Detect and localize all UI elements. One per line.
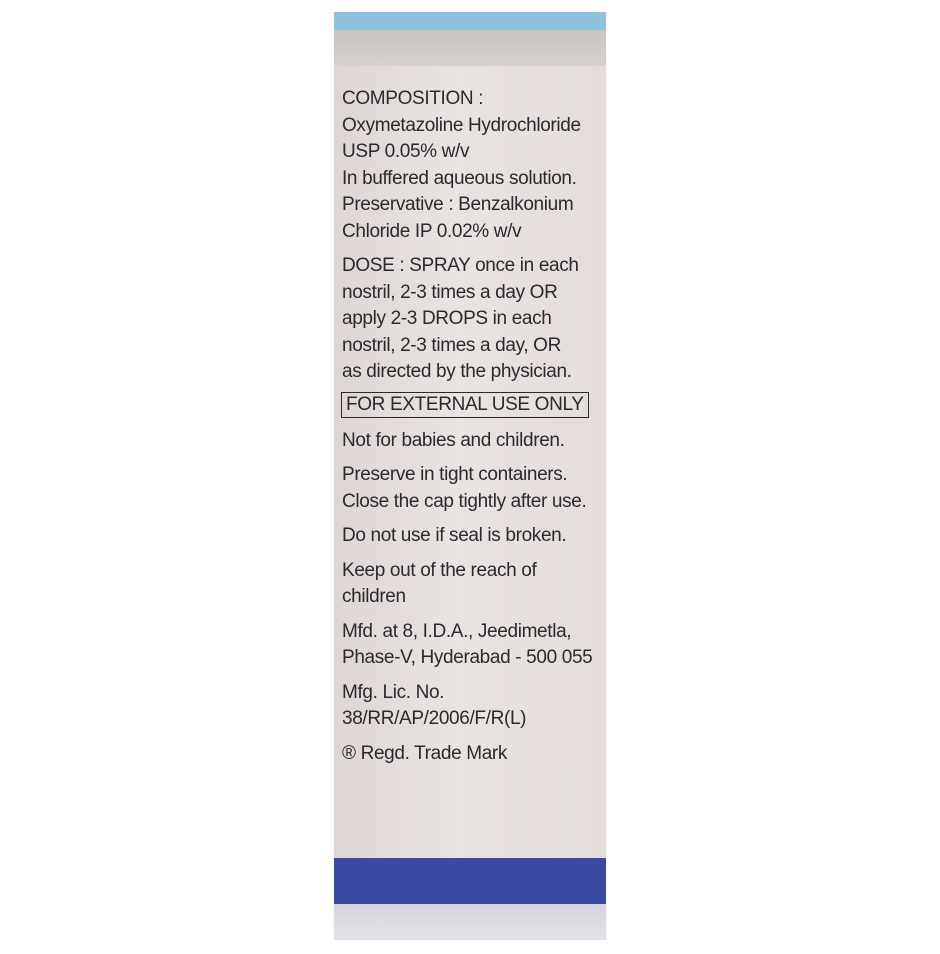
preserve-line: Close the cap tightly after use. <box>342 490 587 512</box>
composition-line: Preservative : Benzalkonium <box>342 194 574 215</box>
top-grey-band <box>334 30 606 66</box>
dose-line: as directed by the physician. <box>342 361 572 382</box>
keep-out-line: Keep out of the reach of <box>342 559 537 581</box>
keep-out-line: children <box>342 586 406 607</box>
manufacturer-section <box>342 619 604 672</box>
preserve-section <box>342 462 604 515</box>
license-section <box>342 680 604 733</box>
seal-warning-text: Do not use if seal is broken. <box>342 525 567 546</box>
bottom-light-band <box>334 904 606 940</box>
license-line: 38/RR/AP/2006/F/R(L) <box>342 708 527 729</box>
license-line: Mfg. Lic. No. <box>342 681 445 703</box>
composition-line: USP 0.05% w/v <box>342 141 470 162</box>
external-use-box: FOR EXTERNAL USE ONLY <box>341 392 589 418</box>
label-text-block <box>342 86 604 775</box>
trademark-text: ® Regd. Trade Mark <box>342 742 508 764</box>
product-label-panel <box>334 12 606 940</box>
composition-line: In buffered aqueous solution. <box>342 167 577 189</box>
trademark-section <box>342 741 604 768</box>
keep-out-section <box>342 558 604 611</box>
manufacturer-line: Mfd. at 8, I.D.A., Jeedimetla, <box>342 620 572 642</box>
dose-line: nostril, 2-3 times a day, OR <box>342 334 561 356</box>
dose-line: apply 2-3 DROPS in each <box>342 308 552 329</box>
babies-warning-text: Not for babies and children. <box>342 429 565 451</box>
dose-section <box>342 253 604 386</box>
composition-section <box>342 86 604 245</box>
manufacturer-line: Phase-V, Hyderabad - 500 055 <box>342 647 593 668</box>
composition-heading: COMPOSITION : <box>342 88 484 109</box>
dose-line: nostril, 2-3 times a day OR <box>342 281 558 303</box>
babies-warning <box>342 428 604 455</box>
top-blue-band <box>334 12 606 30</box>
composition-line: Chloride IP 0.02% w/v <box>342 220 522 242</box>
seal-warning <box>342 523 604 550</box>
preserve-line: Preserve in tight containers. <box>342 464 568 485</box>
bottom-blue-band <box>334 858 606 904</box>
composition-line: Oxymetazoline Hydrochloride <box>342 114 581 136</box>
dose-line: DOSE : SPRAY once in each <box>342 255 579 276</box>
